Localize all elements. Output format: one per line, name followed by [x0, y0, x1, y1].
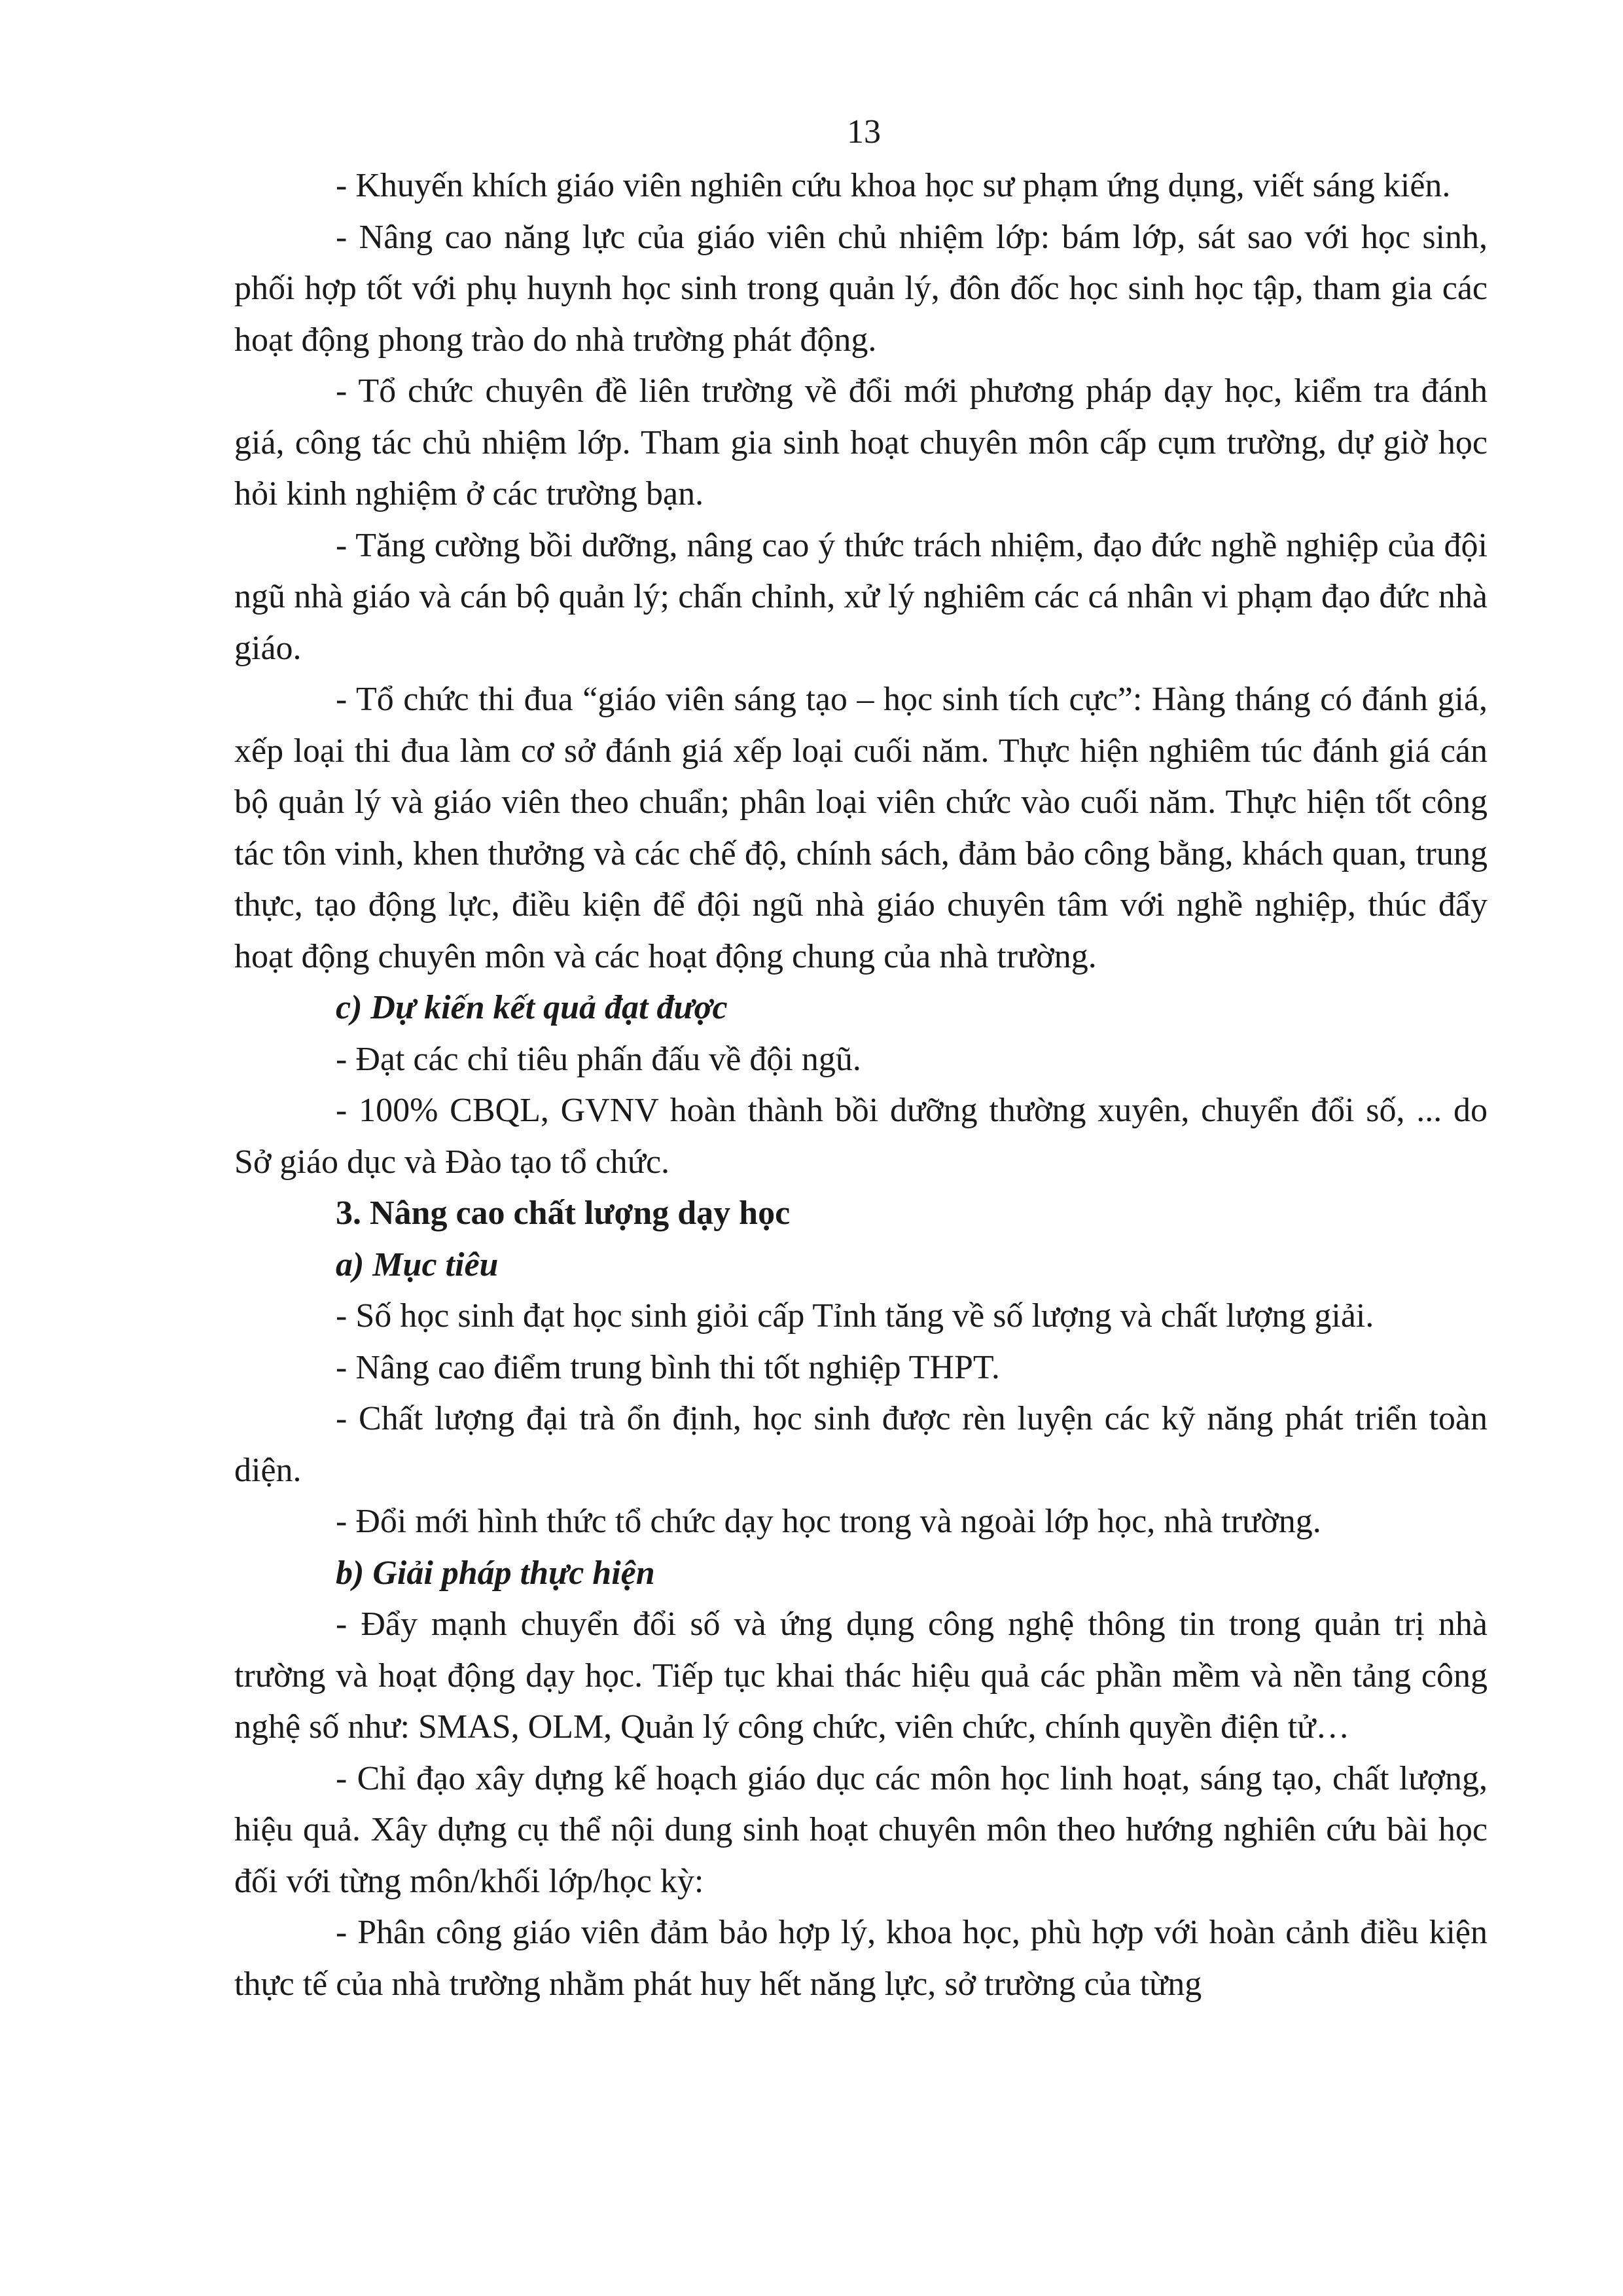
section-heading-teaching-quality: 3. Nâng cao chất lượng dạy học	[336, 1194, 791, 1232]
paragraph: - Tổ chức thi đua “giáo viên sáng tạo – học sinh tích cực”: Hàng tháng có đánh giá, xếp loại thi đua làm cơ sở đánh giá xếp loại cuối năm. Thực hiện nghiêm túc đánh giá cán bộ quản lý và giáo viên theo chuẩn; phân loại viên chức vào cuối năm. Thực hiện tốt công tác tôn vinh, khen thưởng và các chế độ, chính sách, đảm bảo công bằng, khách quan, trung thực, tạo động lực, điều kiện để đội ngũ nhà giáo chuyên tâm với nghề nghiệp, thúc đẩy hoạt động chuyên môn và các hoạt động chung của nhà trường.	[234, 681, 1488, 975]
paragraph: - Nâng cao năng lực của giáo viên chủ nhiệm lớp: bám lớp, sát sao với học sinh, phối hợp tốt với phụ huynh học sinh trong quản lý, đôn đốc học sinh học tập, tham gia các hoạt động phong trào do nhà trường phát động.	[234, 218, 1488, 359]
subsection-heading-objectives: a) Mục tiêu	[336, 1246, 499, 1283]
subsection-heading-expected-results: c) Dự kiến kết quả đạt được	[336, 989, 728, 1026]
subsection-heading-solutions: b) Giải pháp thực hiện	[336, 1554, 655, 1592]
paragraph: - Phân công giáo viên đảm bảo hợp lý, khoa học, phù hợp với hoàn cảnh điều kiện thực tế của nhà trường nhằm phát huy hết năng lực, sở trường của từng	[234, 1914, 1488, 2003]
paragraph: - 100% CBQL, GVNV hoàn thành bồi dưỡng thường xuyên, chuyển đổi số, ... do Sở giáo dục và Đào tạo tổ chức.	[234, 1092, 1488, 1181]
paragraph: - Chất lượng đại trà ổn định, học sinh được rèn luyện các kỹ năng phát triển toàn diện.	[234, 1400, 1488, 1489]
document-body	[234, 160, 1488, 2010]
paragraph: - Tăng cường bồi dưỡng, nâng cao ý thức trách nhiệm, đạo đức nghề nghiệp của đội ngũ nhà giáo và cán bộ quản lý; chấn chỉnh, xử lý nghiêm các cá nhân vi phạm đạo đức nhà giáo.	[234, 526, 1488, 667]
paragraph: - Số học sinh đạt học sinh giỏi cấp Tỉnh tăng về số lượng và chất lượng giải.	[336, 1297, 1374, 1335]
paragraph: - Khuyến khích giáo viên nghiên cứu khoa học sư phạm ứng dụng, viết sáng kiến.	[336, 167, 1451, 204]
page-number: 13	[847, 113, 881, 151]
paragraph: - Đổi mới hình thức tổ chức dạy học trong và ngoài lớp học, nhà trường.	[336, 1503, 1321, 1540]
paragraph: - Nâng cao điểm trung bình thi tốt nghiệp THPT.	[336, 1348, 1000, 1386]
paragraph: - Đẩy mạnh chuyển đổi số và ứng dụng công nghệ thông tin trong quản trị nhà trường và hoạt động dạy học. Tiếp tục khai thác hiệu quả các phần mềm và nền tảng công nghệ số như: SMAS, OLM, Quản lý công chức, viên chức, chính quyền điện tử…	[234, 1605, 1488, 1746]
paragraph: - Đạt các chỉ tiêu phấn đấu về đội ngũ.	[336, 1040, 861, 1078]
paragraph: - Tổ chức chuyên đề liên trường về đổi mới phương pháp dạy học, kiểm tra đánh giá, công tác chủ nhiệm lớp. Tham gia sinh hoạt chuyên môn cấp cụm trường, dự giờ học hỏi kinh nghiệm ở các trường bạn.	[234, 372, 1488, 512]
paragraph: - Chỉ đạo xây dựng kế hoạch giáo dục các môn học linh hoạt, sáng tạo, chất lượng, hiệu quả. Xây dựng cụ thể nội dung sinh hoạt chuyên môn theo hướng nghiên cứu bài học đối với từng môn/khối lớp/học kỳ:	[234, 1759, 1488, 1900]
